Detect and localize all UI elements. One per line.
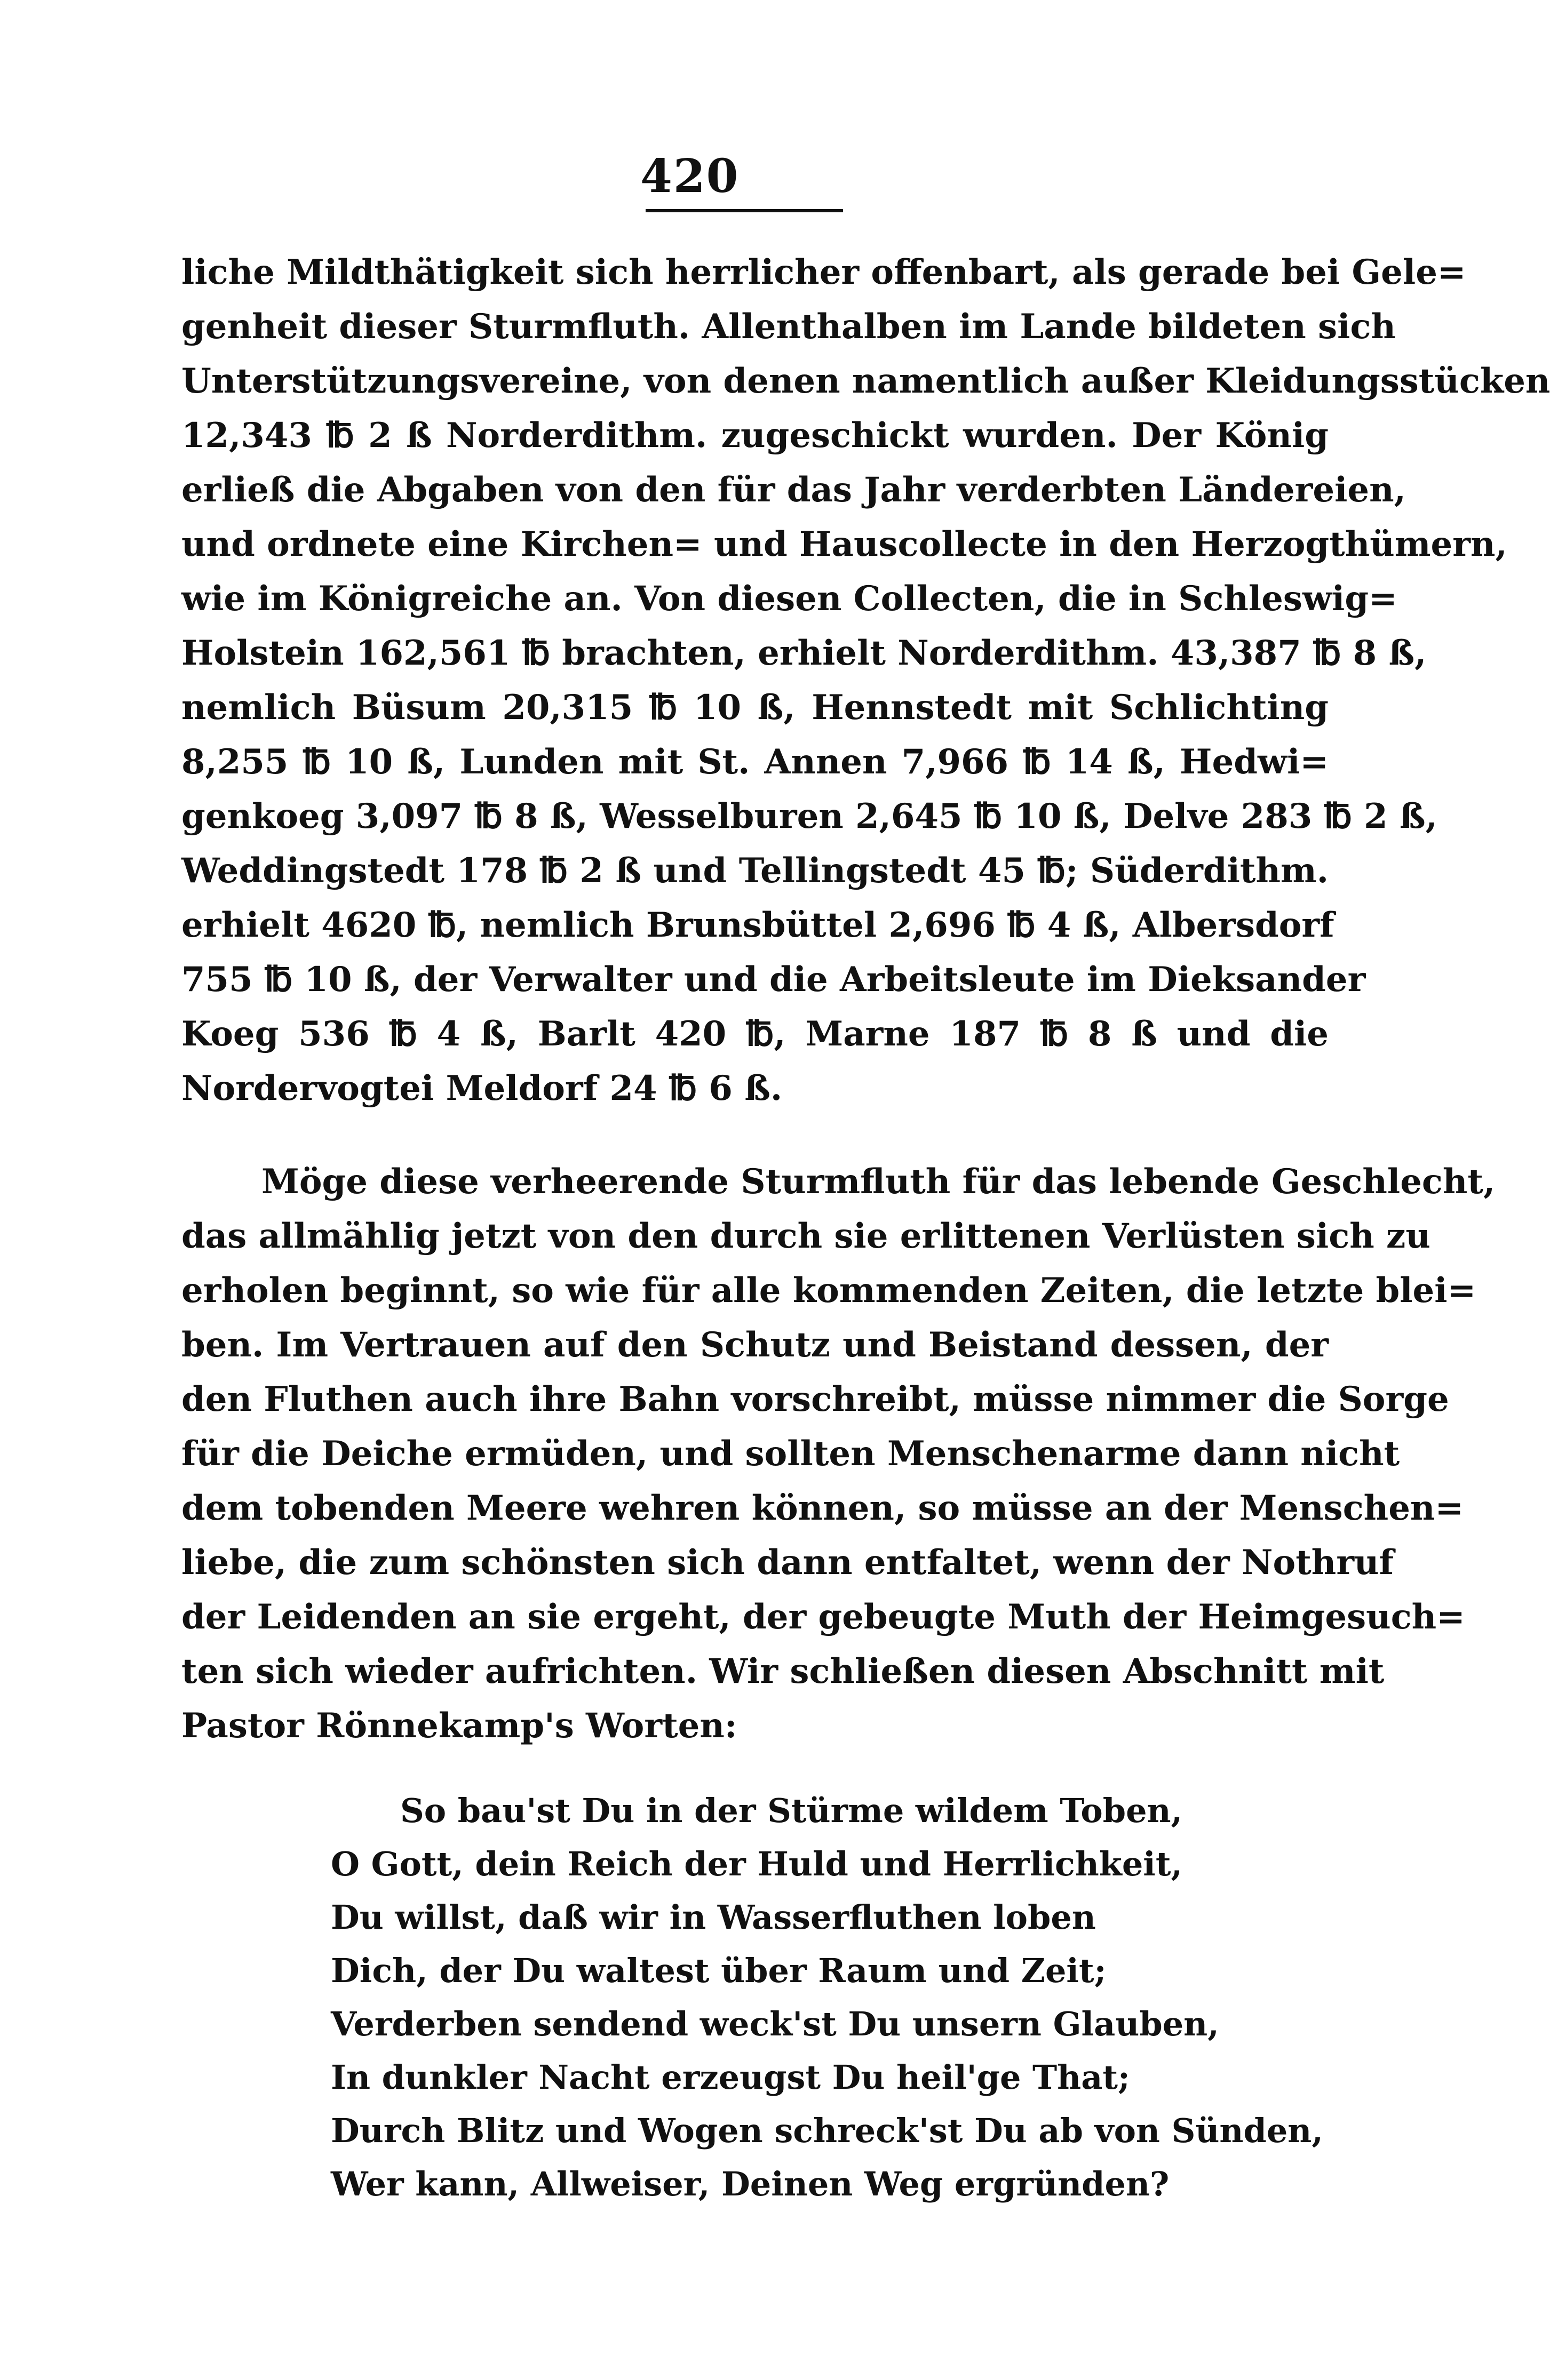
poem xyxy=(331,1784,1323,2211)
text-line: Holstein 162,561 ℔ brachten, erhielt Norderdithm. 43,387 ℔ 8 ß, xyxy=(181,633,1427,673)
text-line: Weddingstedt 178 ℔ 2 ß und Tellingstedt 45 ℔; Süderdithm. xyxy=(181,851,1329,891)
text-line: dem tobenden Meere wehren können, so müsse an der Menschen= xyxy=(181,1488,1464,1528)
text-line: den Fluthen auch ihre Bahn vorschreibt, müsse nimmer die Sorge xyxy=(181,1379,1449,1419)
paragraph-1 xyxy=(181,245,1550,1116)
poem-verse: So bau'st Du in der Stürme wildem Toben, xyxy=(400,1791,1183,1830)
text-line: 8,255 ℔ 10 ß, Lunden mit St. Annen 7,966 ℔ 14 ß, Hedwi= xyxy=(181,742,1329,782)
text-line: liche Mildthätigkeit sich herrlicher offenbart, als gerade bei Gele= xyxy=(181,252,1466,292)
page-number: 420 xyxy=(640,149,740,203)
text-line: Möge diese verheerende Sturmfluth für das lebende Geschlecht, xyxy=(261,1162,1496,1202)
text-line: nemlich Büsum 20,315 ℔ 10 ß, Hennstedt mit Schlichting xyxy=(181,688,1329,728)
paragraph-2 xyxy=(181,1155,1496,1753)
poem-verse: Durch Blitz und Wogen schreck'st Du ab von Sünden, xyxy=(331,2111,1323,2150)
text-line: Unterstützungsvereine, von denen namentlich außer Kleidungsstücken xyxy=(181,361,1550,401)
text-line: Koeg 536 ℔ 4 ß, Barlt 420 ℔, Marne 187 ℔ 8 ß und die xyxy=(181,1014,1329,1054)
poem-verse: O Gott, dein Reich der Huld und Herrlichkeit, xyxy=(331,1844,1183,1883)
text-line: und ordnete eine Kirchen= und Hauscollecte in den Herzogthümern, xyxy=(181,524,1507,564)
text-line: erholen beginnt, so wie für alle kommenden Zeiten, die letzte blei= xyxy=(181,1271,1476,1311)
text-line: 12,343 ℔ 2 ß Norderdithm. zugeschickt wurden. Der König xyxy=(181,416,1329,456)
text-line: genkoeg 3,097 ℔ 8 ß, Wesselburen 2,645 ℔ 10 ß, Delve 283 ℔ 2 ß, xyxy=(181,796,1437,836)
poem-verse: Verderben sendend weck'st Du unsern Glauben, xyxy=(331,2004,1219,2043)
poem-verse: Du willst, daß wir in Wasserfluthen loben xyxy=(331,1898,1096,1937)
text-line: Nordervogtei Meldorf 24 ℔ 6 ß. xyxy=(181,1068,783,1108)
text-line: erließ die Abgaben von den für das Jahr verderbten Ländereien, xyxy=(181,470,1406,510)
text-line: ben. Im Vertrauen auf den Schutz und Beistand dessen, der xyxy=(181,1325,1329,1365)
text-line: 755 ℔ 10 ß, der Verwalter und die Arbeitsleute im Dieksander xyxy=(181,960,1366,1000)
text-line: liebe, die zum schönsten sich dann entfaltet, wenn der Nothruf xyxy=(181,1543,1394,1583)
text-line: genheit dieser Sturmfluth. Allenthalben im Lande bildeten sich xyxy=(181,307,1396,347)
poem-verse: Wer kann, Allweiser, Deinen Weg ergründen? xyxy=(331,2165,1170,2203)
text-line: wie im Königreiche an. Von diesen Collecten, die in Schleswig= xyxy=(181,579,1397,619)
text-line: Pastor Rönnekamp's Worten: xyxy=(181,1706,737,1746)
poem-verse: Dich, der Du waltest über Raum und Zeit; xyxy=(331,1951,1107,1990)
poem-verse: In dunkler Nacht erzeugst Du heil'ge That; xyxy=(331,2058,1130,2097)
text-line: erhielt 4620 ℔, nemlich Brunsbüttel 2,696 ℔ 4 ß, Albersdorf xyxy=(181,905,1334,945)
text-line: das allmählig jetzt von den durch sie erlittenen Verlüsten sich zu xyxy=(181,1216,1430,1256)
text-line: der Leidenden an sie ergeht, der gebeugte Muth der Heimgesuch= xyxy=(181,1597,1465,1637)
text-line: für die Deiche ermüden, und sollten Menschenarme dann nicht xyxy=(181,1434,1400,1474)
header-rule xyxy=(646,209,843,212)
text-line: ten sich wieder aufrichten. Wir schließen diesen Abschnitt mit xyxy=(181,1651,1385,1691)
